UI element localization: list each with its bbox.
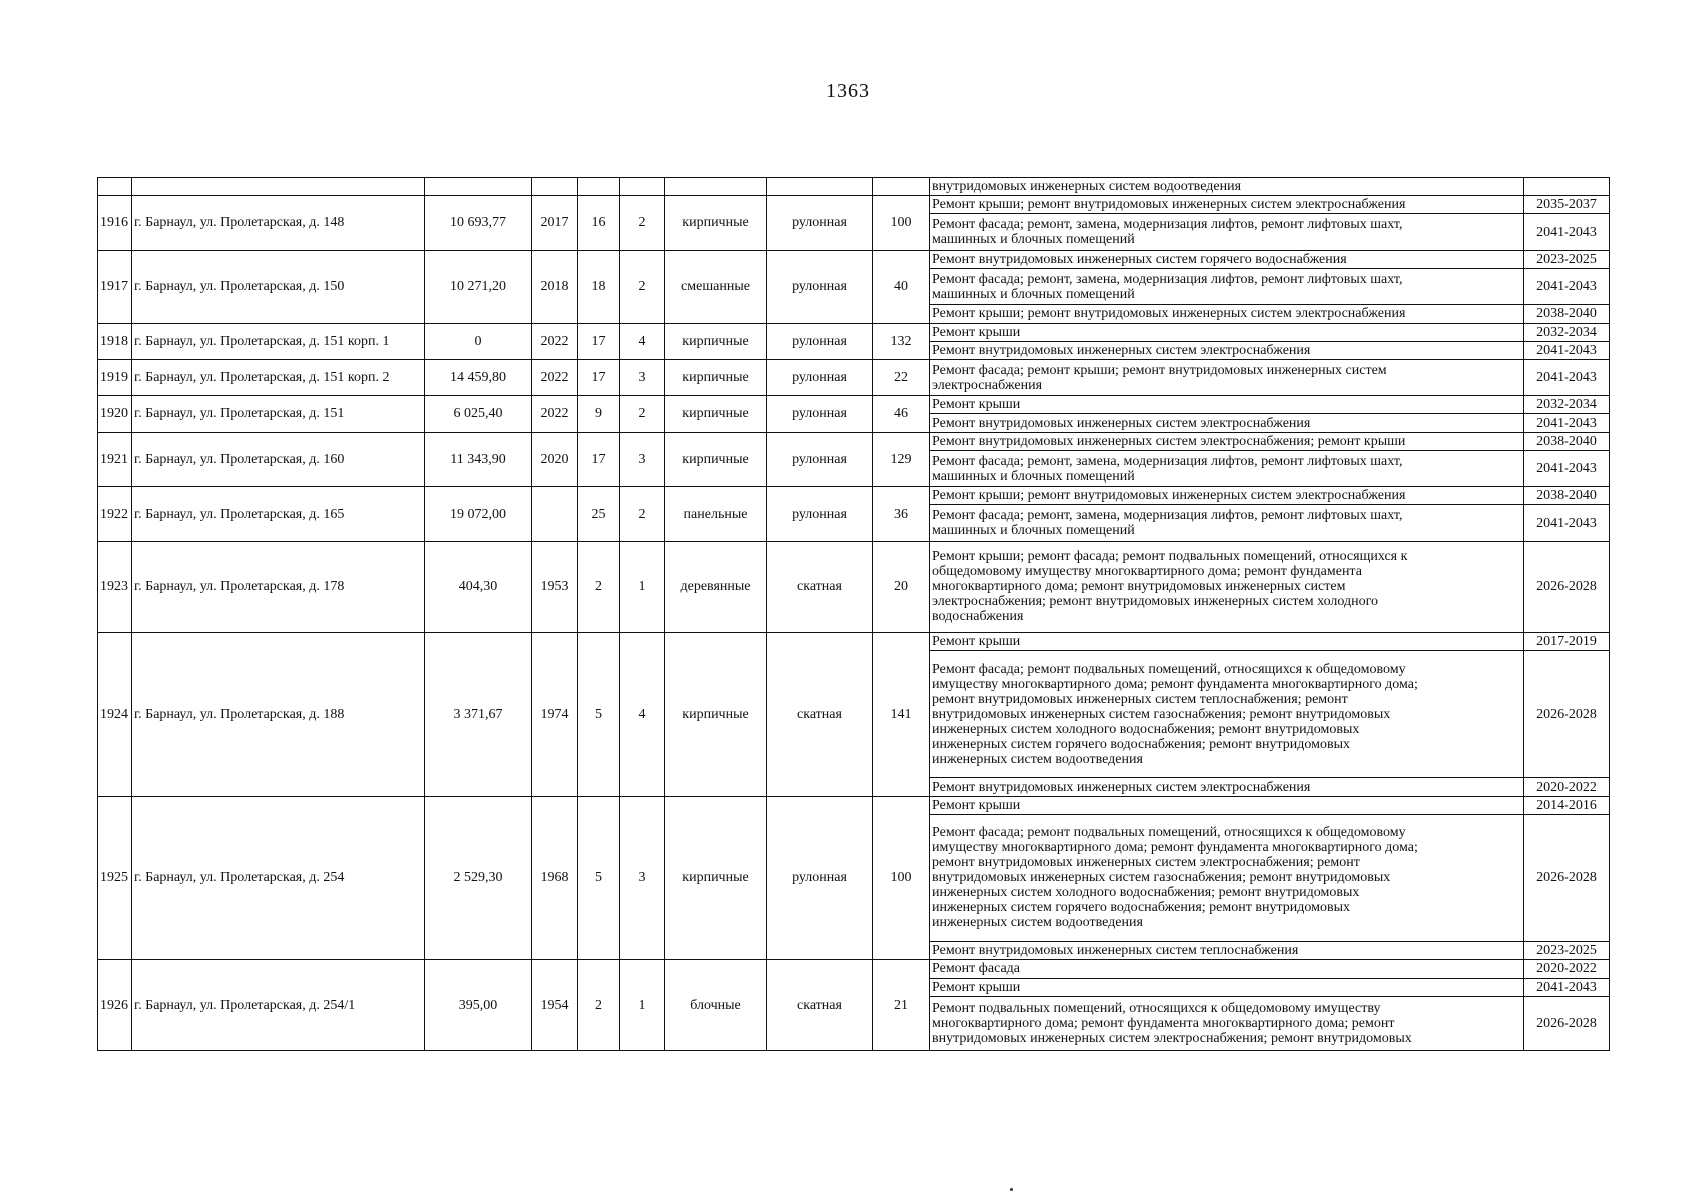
commissioning-year: 2022 [532,396,578,432]
planned-years: 2038-2040 [1524,305,1610,323]
total-area: 0 [425,323,532,359]
capital-repair-table [97,177,1610,1051]
planned-years: 2038-2040 [1524,432,1610,450]
continuation-row [98,178,1610,196]
wear-value: 129 [873,432,930,487]
table-row [98,960,1610,978]
table-row [98,323,1610,341]
planned-years: 2041-2043 [1524,978,1610,996]
roof-type: скатная [767,960,873,1051]
wear-value: 141 [873,632,930,796]
planned-years: 2020-2022 [1524,960,1610,978]
total-area: 6 025,40 [425,396,532,432]
empty-cell [620,178,665,196]
roof-type: рулонная [767,250,873,323]
planned-years: 2032-2034 [1524,396,1610,414]
empty-cell [425,178,532,196]
commissioning-year: 2022 [532,323,578,359]
work-description-cell: Ремонт внутридомовых инженерных систем горячего водоснабжения [930,250,1524,268]
table-row [98,250,1610,268]
commissioning-year: 2018 [532,250,578,323]
wear-value: 22 [873,359,930,395]
row-number: 1925 [98,796,132,960]
floors-count: 2 [578,541,620,632]
roof-type: рулонная [767,196,873,251]
roof-type: рулонная [767,487,873,542]
roof-type: рулонная [767,359,873,395]
row-number: 1917 [98,250,132,323]
work-description-cell: Ремонт фасада; ремонт подвальных помещений, относящихся к общедомовому имуществу многоквартирного дома; ремонт фундамента многоквартирного дома; ремонт внутридомовых инженерных систем теплоснабжения; ремонт внутридомовых инженерных систем газоснабжения; ремонт внутридомовых инженерных систем холодного водоснабжения; ремонт внутридомовых инженерных систем горячего водоснабжения; ремонт внутридомовых инженерных систем водоотведения [930,651,1524,778]
row-number: 1923 [98,541,132,632]
total-area: 395,00 [425,960,532,1051]
row-number: 1919 [98,359,132,395]
planned-years: 2026-2028 [1524,541,1610,632]
commissioning-year: 2020 [532,432,578,487]
table-row [98,632,1610,650]
planned-years: 2020-2022 [1524,778,1610,796]
wear-value: 40 [873,250,930,323]
total-area: 2 529,30 [425,796,532,960]
entrances-count: 1 [620,960,665,1051]
wall-material: кирпичные [665,359,767,395]
work-description-cell: внутридомовых инженерных систем водоотведения [930,178,1524,196]
roof-type: рулонная [767,432,873,487]
building-address: г. Барнаул, ул. Пролетарская, д. 150 [132,250,425,323]
total-area: 10 693,77 [425,196,532,251]
roof-type: рулонная [767,396,873,432]
commissioning-year: 1974 [532,632,578,796]
entrances-count: 2 [620,196,665,251]
planned-years: 2026-2028 [1524,814,1610,941]
roof-type: рулонная [767,796,873,960]
wall-material: кирпичные [665,432,767,487]
work-description-cell: Ремонт фасада; ремонт, замена, модернизация лифтов, ремонт лифтовых шахт, машинных и блочных помещений [930,450,1524,486]
entrances-count: 2 [620,250,665,323]
entrances-count: 4 [620,323,665,359]
work-description-cell: Ремонт крыши [930,978,1524,996]
empty-cell [98,178,132,196]
planned-years: 2038-2040 [1524,487,1610,505]
work-description-cell: Ремонт внутридомовых инженерных систем электроснабжения [930,341,1524,359]
total-area: 19 072,00 [425,487,532,542]
planned-years: 2041-2043 [1524,268,1610,304]
work-description-cell: Ремонт крыши; ремонт внутридомовых инженерных систем электроснабжения [930,305,1524,323]
floors-count: 2 [578,960,620,1051]
work-description-cell: Ремонт внутридомовых инженерных систем теплоснабжения [930,942,1524,960]
planned-years: 2017-2019 [1524,632,1610,650]
wear-value: 100 [873,796,930,960]
building-address: г. Барнаул, ул. Пролетарская, д. 178 [132,541,425,632]
row-number: 1924 [98,632,132,796]
wear-value: 46 [873,396,930,432]
wall-material: деревянные [665,541,767,632]
work-description-cell: Ремонт фасада; ремонт подвальных помещений, относящихся к общедомовому имуществу многоквартирного дома; ремонт фундамента многоквартирного дома; ремонт внутридомовых инженерных систем электроснабжения; ремонт внутридомовых инженерных систем газоснабжения; ремонт внутридомовых инженерных систем холодного водоснабжения; ремонт внутридомовых инженерных систем горячего водоснабжения; ремонт внутридомовых инженерных систем водоотведения [930,814,1524,941]
entrances-count: 2 [620,487,665,542]
wear-value: 100 [873,196,930,251]
wear-value: 36 [873,487,930,542]
entrances-count: 3 [620,796,665,960]
planned-years: 2026-2028 [1524,651,1610,778]
commissioning-year [532,487,578,542]
table-row [98,432,1610,450]
table-row [98,487,1610,505]
row-number: 1920 [98,396,132,432]
planned-years: 2041-2043 [1524,450,1610,486]
building-address: г. Барнаул, ул. Пролетарская, д. 151 [132,396,425,432]
planned-years: 2041-2043 [1524,505,1610,541]
table-row [98,196,1610,214]
commissioning-year: 2017 [532,196,578,251]
empty-cell [578,178,620,196]
floors-count: 25 [578,487,620,542]
building-address: г. Барнаул, ул. Пролетарская, д. 151 корп. 1 [132,323,425,359]
work-description-cell: Ремонт фасада [930,960,1524,978]
table-row [98,541,1610,632]
total-area: 3 371,67 [425,632,532,796]
building-address: г. Барнаул, ул. Пролетарская, д. 254 [132,796,425,960]
floors-count: 16 [578,196,620,251]
empty-cell [767,178,873,196]
work-description-cell: Ремонт внутридомовых инженерных систем электроснабжения [930,778,1524,796]
scan-speck [1010,1188,1013,1191]
wall-material: кирпичные [665,796,767,960]
floors-count: 17 [578,359,620,395]
empty-cell [665,178,767,196]
work-description-cell: Ремонт крыши; ремонт внутридомовых инженерных систем электроснабжения [930,196,1524,214]
row-number: 1922 [98,487,132,542]
floors-count: 5 [578,796,620,960]
floors-count: 5 [578,632,620,796]
floors-count: 17 [578,323,620,359]
work-description-cell: Ремонт внутридомовых инженерных систем электроснабжения [930,414,1524,432]
work-description-cell: Ремонт внутридомовых инженерных систем электроснабжения; ремонт крыши [930,432,1524,450]
table-row [98,359,1610,395]
floors-count: 17 [578,432,620,487]
roof-type: скатная [767,632,873,796]
entrances-count: 2 [620,396,665,432]
total-area: 11 343,90 [425,432,532,487]
planned-years: 2023-2025 [1524,942,1610,960]
wall-material: кирпичные [665,396,767,432]
building-address: г. Барнаул, ул. Пролетарская, д. 160 [132,432,425,487]
wall-material: блочные [665,960,767,1051]
roof-type: рулонная [767,323,873,359]
row-number: 1916 [98,196,132,251]
empty-cell [132,178,425,196]
floors-count: 9 [578,396,620,432]
row-number: 1921 [98,432,132,487]
entrances-count: 1 [620,541,665,632]
wall-material: кирпичные [665,196,767,251]
planned-years: 2041-2043 [1524,359,1610,395]
floors-count: 18 [578,250,620,323]
work-description-cell: Ремонт фасада; ремонт, замена, модернизация лифтов, ремонт лифтовых шахт, машинных и блочных помещений [930,268,1524,304]
planned-years: 2035-2037 [1524,196,1610,214]
page-number: 1363 [826,80,870,102]
wear-value: 20 [873,541,930,632]
work-description-cell: Ремонт крыши [930,323,1524,341]
total-area: 14 459,80 [425,359,532,395]
entrances-count: 3 [620,359,665,395]
work-description-cell: Ремонт крыши [930,796,1524,814]
wall-material: кирпичные [665,323,767,359]
building-address: г. Барнаул, ул. Пролетарская, д. 188 [132,632,425,796]
wear-value: 21 [873,960,930,1051]
wall-material: панельные [665,487,767,542]
planned-years: 2023-2025 [1524,250,1610,268]
building-address: г. Барнаул, ул. Пролетарская, д. 151 корп. 2 [132,359,425,395]
work-description-cell: Ремонт подвальных помещений, относящихся к общедомовому имуществу многоквартирного дома; ремонт фундамента многоквартирного дома; ремонт внутридомовых инженерных систем электроснабжения; ремонт внутридомовых [930,996,1524,1051]
work-description-cell: Ремонт крыши [930,396,1524,414]
work-description-cell: Ремонт фасада; ремонт, замена, модернизация лифтов, ремонт лифтовых шахт, машинных и блочных помещений [930,505,1524,541]
planned-years: 2041-2043 [1524,341,1610,359]
total-area: 10 271,20 [425,250,532,323]
table-row [98,796,1610,814]
work-description-cell: Ремонт фасада; ремонт крыши; ремонт внутридомовых инженерных систем электроснабжения [930,359,1524,395]
commissioning-year: 1968 [532,796,578,960]
planned-years: 2032-2034 [1524,323,1610,341]
empty-cell [532,178,578,196]
commissioning-year: 1953 [532,541,578,632]
wall-material: кирпичные [665,632,767,796]
empty-cell [873,178,930,196]
commissioning-year: 2022 [532,359,578,395]
row-number: 1926 [98,960,132,1051]
entrances-count: 3 [620,432,665,487]
work-description-cell: Ремонт фасада; ремонт, замена, модернизация лифтов, ремонт лифтовых шахт, машинных и блочных помещений [930,214,1524,250]
row-number: 1918 [98,323,132,359]
wall-material: смешанные [665,250,767,323]
building-address: г. Барнаул, ул. Пролетарская, д. 148 [132,196,425,251]
table-row [98,396,1610,414]
work-description-cell: Ремонт крыши [930,632,1524,650]
planned-years: 2041-2043 [1524,214,1610,250]
work-description-cell: Ремонт крыши; ремонт внутридомовых инженерных систем электроснабжения [930,487,1524,505]
planned-years: 2041-2043 [1524,414,1610,432]
building-address: г. Барнаул, ул. Пролетарская, д. 165 [132,487,425,542]
commissioning-year: 1954 [532,960,578,1051]
total-area: 404,30 [425,541,532,632]
planned-years: 2014-2016 [1524,796,1610,814]
work-description-cell: Ремонт крыши; ремонт фасада; ремонт подвальных помещений, относящихся к общедомовому имуществу многоквартирного дома; ремонт фундамента многоквартирного дома; ремонт внутридомовых инженерных систем электроснабжения; ремонт внутридомовых инженерных систем холодного водоснабжения [930,541,1524,632]
wear-value: 132 [873,323,930,359]
building-address: г. Барнаул, ул. Пролетарская, д. 254/1 [132,960,425,1051]
entrances-count: 4 [620,632,665,796]
years-cell [1524,178,1610,196]
roof-type: скатная [767,541,873,632]
planned-years: 2026-2028 [1524,996,1610,1051]
